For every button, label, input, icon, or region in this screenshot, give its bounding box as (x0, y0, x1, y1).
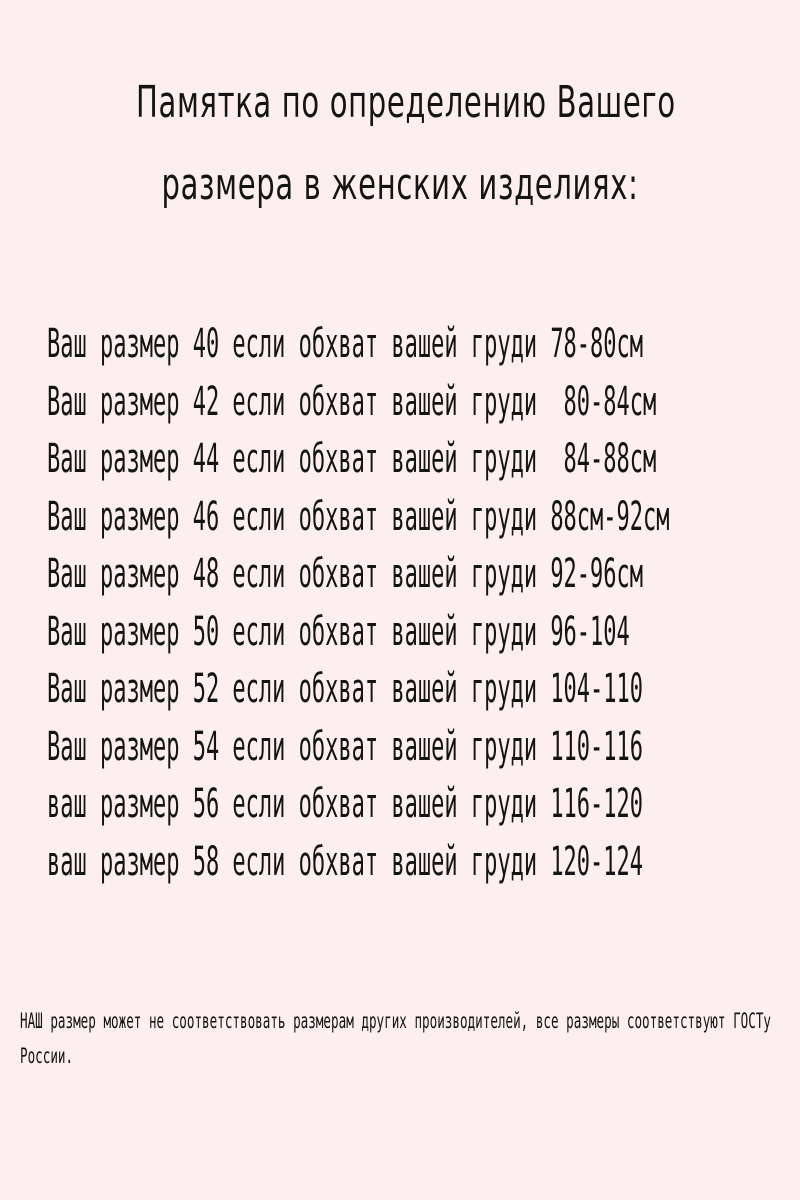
gost-footnote: НАШ размер может не соответствовать размерам других производителей, все размеры соответствуют ГОСТу России. (20, 1009, 772, 1068)
size-row-54: Ваш размер 54 если обхват вашей груди 110-116 (47, 723, 644, 770)
size-row-48: Ваш размер 48 если обхват вашей груди 92-96см (47, 551, 644, 597)
size-row-42: Ваш размер 42 если обхват вашей груди 80-84см (47, 378, 657, 425)
page-title (0, 62, 800, 226)
size-row-56: ваш размер 56 если обхват вашей груди 116-120 (47, 781, 644, 827)
size-row-50: Ваш размер 50 если обхват вашей груди 96-104 (47, 608, 630, 655)
size-row-40: Ваш размер 40 если обхват вашей груди 78-80см (47, 321, 644, 367)
size-chart-list (47, 316, 800, 891)
size-row-58: ваш размер 58 если обхват вашей груди 120-124 (47, 838, 644, 885)
size-row-44: Ваш размер 44 если обхват вашей груди 84-88см (47, 436, 657, 482)
title-line-2: размера в женских изделиях: (161, 159, 639, 210)
size-row-52: Ваш размер 52 если обхват вашей груди 104-110 (47, 666, 644, 712)
title-line-1: Памятка по определению Вашего (136, 77, 676, 128)
size-row-46: Ваш размер 46 если обхват вашей груди 88см-92см (47, 493, 670, 540)
